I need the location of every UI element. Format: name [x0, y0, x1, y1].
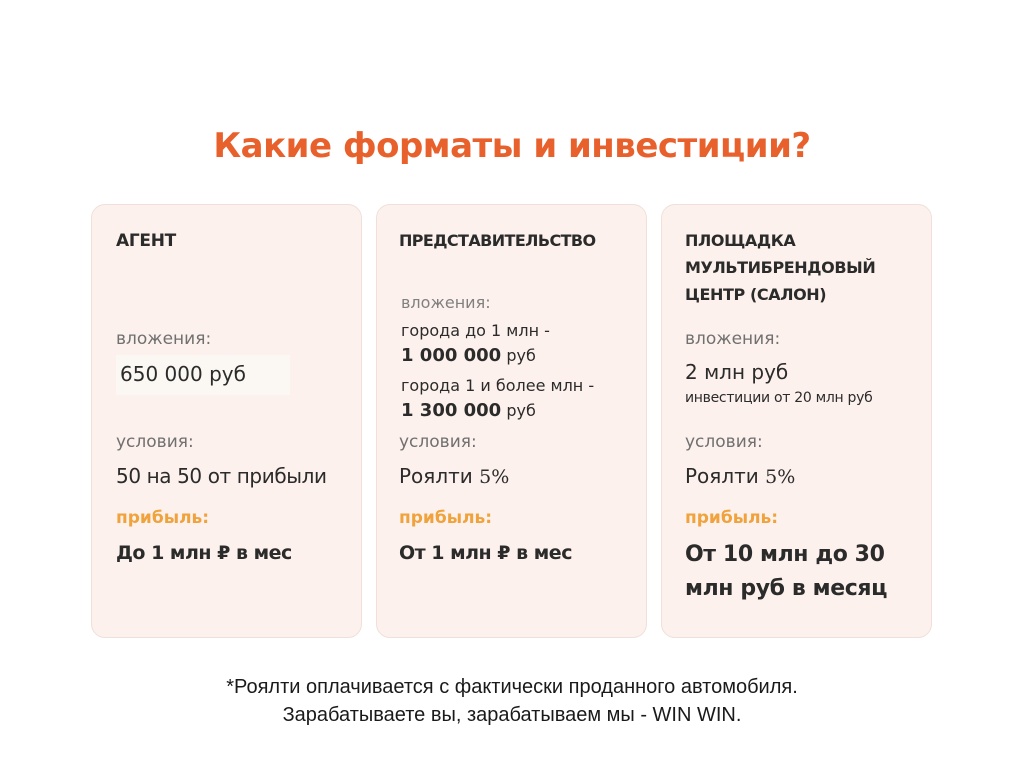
card-title: ПРЕДСТАВИТЕЛЬСТВО: [399, 231, 596, 250]
conditions-value: [685, 464, 795, 488]
footer-slogan: Зарабатываете вы, зарабатываем мы - WIN WIN.: [282, 704, 742, 726]
card-title-line-2: МУЛЬТИБРЕНДОВЫЙ: [685, 258, 876, 277]
amount-line-2: [401, 400, 536, 421]
page-title: Какие форматы и инвестиции?: [213, 126, 811, 166]
profit-value-line-1: От 10 млн до 30: [685, 542, 885, 567]
invest-label: вложения:: [685, 329, 781, 349]
invest-note: инвестиции от 20 млн руб: [685, 390, 873, 406]
royalty-label: Роялти: [399, 464, 473, 488]
profit-label: прибыль:: [116, 508, 210, 528]
city-line-1: города до 1 млн -: [401, 321, 550, 340]
conditions-label: условия:: [399, 432, 477, 452]
conditions-value: 50 на 50 от прибыли: [116, 464, 327, 488]
profit-value-line-2: млн руб в месяц: [685, 576, 888, 601]
invest-label: вложения:: [116, 329, 212, 349]
profit-label: прибыль:: [399, 508, 493, 528]
invest-label: вложения:: [401, 293, 491, 312]
invest-value: 650 000 руб: [120, 362, 246, 386]
conditions-label: условия:: [116, 432, 194, 452]
city-line-2: города 1 и более млн -: [401, 376, 595, 395]
profit-value: До 1 млн ₽ в мес: [116, 542, 292, 564]
royalty-label: Роялти: [685, 464, 759, 488]
profit-label: прибыль:: [685, 508, 779, 528]
royalty-percent: 5%: [479, 466, 510, 488]
card-agent: [91, 204, 362, 638]
conditions-value: [399, 464, 509, 488]
card-title: АГЕНТ: [116, 231, 176, 251]
conditions-label: условия:: [685, 432, 763, 452]
amount-line-1: [401, 345, 536, 366]
profit-value: От 1 млн ₽ в мес: [399, 542, 572, 564]
amount-2-unit: руб: [506, 401, 536, 420]
card-title-line-3: ЦЕНТР (САЛОН): [685, 285, 827, 304]
footer-note: *Роялти оплачивается с фактически проданного автомобиля.: [226, 676, 798, 698]
amount-2: 1 300 000: [401, 400, 502, 421]
amount-1-unit: руб: [506, 346, 536, 365]
invest-value: 2 млн руб: [685, 360, 789, 384]
royalty-percent: 5%: [765, 466, 796, 488]
card-representative: [376, 204, 647, 638]
card-multibrand-center: [661, 204, 932, 638]
amount-1: 1 000 000: [401, 345, 502, 366]
card-title-line-1: ПЛОЩАДКА: [685, 231, 796, 250]
